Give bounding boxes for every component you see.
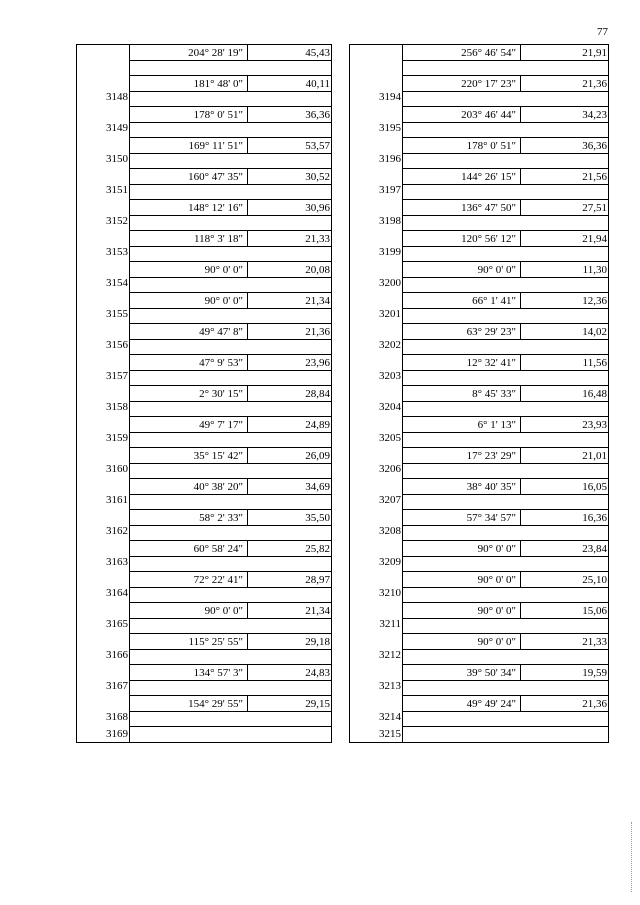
table-row	[77, 665, 331, 696]
page-number: 77	[597, 26, 608, 38]
blank-cell	[130, 464, 331, 479]
point-number-cell	[77, 45, 130, 76]
point-number: 3197	[350, 183, 401, 197]
table-row	[350, 231, 608, 262]
distance-value: 30,96	[248, 200, 331, 216]
angle-value: 154° 29' 55"	[130, 696, 248, 712]
angle-value: 60° 58' 24"	[130, 541, 248, 557]
table-row	[77, 634, 331, 665]
point-number-cell	[350, 45, 403, 76]
margin-mark	[631, 822, 634, 892]
angle-value: 49° 49' 24"	[403, 696, 521, 712]
table-row	[350, 541, 608, 572]
table-row	[350, 634, 608, 665]
distance-value: 24,83	[248, 665, 331, 681]
point-number: 3162	[77, 524, 128, 538]
blank-cell	[130, 650, 331, 665]
point-number: 3155	[77, 307, 128, 321]
angle-value: 90° 0' 0"	[130, 293, 248, 309]
table-row	[77, 138, 331, 169]
angle-value: 203° 46' 44"	[403, 107, 521, 123]
angle-value: 39° 50' 34"	[403, 665, 521, 681]
table-row	[77, 76, 331, 107]
distance-value: 23,84	[521, 541, 608, 557]
table-row	[350, 138, 608, 169]
distance-value: 23,96	[248, 355, 331, 371]
point-number: 3157	[77, 369, 128, 383]
distance-value: 26,09	[248, 448, 331, 464]
blank-cell	[403, 278, 608, 293]
distance-value: 25,82	[248, 541, 331, 557]
blank-cell	[403, 557, 608, 572]
table-row	[77, 448, 331, 479]
angle-value: 8° 45' 33"	[403, 386, 521, 402]
blank-cell	[130, 92, 331, 107]
distance-value: 30,52	[248, 169, 331, 185]
angle-value: 144° 26' 15"	[403, 169, 521, 185]
table-row	[350, 665, 608, 696]
angle-value: 12° 32' 41"	[403, 355, 521, 371]
distance-value: 11,30	[521, 262, 608, 278]
table-row	[77, 355, 331, 386]
angle-value: 40° 38' 20"	[130, 479, 248, 495]
table-row	[77, 417, 331, 448]
distance-value: 36,36	[521, 138, 608, 154]
table-row	[350, 169, 608, 200]
distance-value: 15,06	[521, 603, 608, 619]
blank-cell	[130, 526, 331, 541]
table-row	[77, 603, 331, 634]
point-number: 3215	[350, 727, 401, 741]
blank-cell	[403, 588, 608, 603]
blank-cell	[130, 247, 331, 262]
point-number: 3160	[77, 462, 128, 476]
table-row	[350, 448, 608, 479]
blank-cell	[130, 588, 331, 603]
distance-value: 34,23	[521, 107, 608, 123]
distance-value: 21,36	[521, 76, 608, 92]
angle-value: 148° 12' 16"	[130, 200, 248, 216]
table-row	[350, 76, 608, 107]
table-row	[350, 386, 608, 417]
angle-value: 169° 11' 51"	[130, 138, 248, 154]
distance-value: 25,10	[521, 572, 608, 588]
point-number: 3154	[77, 276, 128, 290]
table-row	[350, 479, 608, 510]
table-row	[350, 696, 608, 727]
blank-cell	[403, 154, 608, 169]
distance-value: 21,34	[248, 293, 331, 309]
blank-cell	[403, 123, 608, 138]
table-row	[77, 262, 331, 293]
table-row	[77, 541, 331, 572]
point-number: 3201	[350, 307, 401, 321]
angle-value: 90° 0' 0"	[130, 603, 248, 619]
distance-value: 21,34	[248, 603, 331, 619]
distance-value: 29,18	[248, 634, 331, 650]
distance-value: 45,43	[248, 45, 331, 61]
point-number: 3212	[350, 648, 401, 662]
distance-value: 53,57	[248, 138, 331, 154]
point-number: 3199	[350, 245, 401, 259]
blank-cell	[130, 61, 331, 76]
blank-cell	[403, 185, 608, 200]
point-number: 3151	[77, 183, 128, 197]
blank-cell	[130, 154, 331, 169]
table-row	[77, 45, 331, 76]
blank-cell	[403, 495, 608, 510]
blank-cell	[130, 557, 331, 572]
blank-cell	[403, 464, 608, 479]
point-number: 3214	[350, 710, 401, 724]
distance-value: 21,36	[248, 324, 331, 340]
angle-value: 178° 0' 51"	[403, 138, 521, 154]
angle-value: 66° 1' 41"	[403, 293, 521, 309]
blank-cell	[130, 712, 331, 727]
table-row	[77, 386, 331, 417]
distance-value: 28,97	[248, 572, 331, 588]
angle-value: 90° 0' 0"	[403, 262, 521, 278]
angle-value: 49° 7' 17"	[130, 417, 248, 433]
angle-value: 160° 47' 35"	[130, 169, 248, 185]
point-number: 3196	[350, 152, 401, 166]
table-row	[77, 231, 331, 262]
blank-cell	[130, 123, 331, 138]
point-number: 3167	[77, 679, 128, 693]
distance-value: 16,36	[521, 510, 608, 526]
point-number: 3152	[77, 214, 128, 228]
point-number: 3206	[350, 462, 401, 476]
blank-cell	[403, 216, 608, 231]
table-row	[77, 107, 331, 138]
table-row	[77, 324, 331, 355]
angle-value: 47° 9' 53"	[130, 355, 248, 371]
angle-value: 58° 2' 33"	[130, 510, 248, 526]
distance-value: 27,51	[521, 200, 608, 216]
blank-cell	[130, 278, 331, 293]
distance-value: 14,02	[521, 324, 608, 340]
point-number: 3168	[77, 710, 128, 724]
blank-cell	[130, 433, 331, 448]
point-number: 3204	[350, 400, 401, 414]
angle-value: 118° 3' 18"	[130, 231, 248, 247]
blank-cell	[130, 309, 331, 324]
angle-value: 120° 56' 12"	[403, 231, 521, 247]
point-number: 3203	[350, 369, 401, 383]
table-row	[350, 603, 608, 634]
angle-value: 90° 0' 0"	[403, 541, 521, 557]
blank-cell	[403, 371, 608, 386]
blank-cell	[403, 247, 608, 262]
blank-cell	[130, 727, 331, 742]
point-number: 3198	[350, 214, 401, 228]
table-row	[350, 572, 608, 603]
blank-cell	[130, 619, 331, 634]
point-number: 3163	[77, 555, 128, 569]
angle-value: 136° 47' 50"	[403, 200, 521, 216]
table-row	[77, 293, 331, 324]
distance-value: 36,36	[248, 107, 331, 123]
blank-cell	[130, 216, 331, 231]
table-row	[350, 45, 608, 76]
blank-cell	[130, 371, 331, 386]
angle-value: 63° 29' 23"	[403, 324, 521, 340]
distance-value: 40,11	[248, 76, 331, 92]
angle-value: 90° 0' 0"	[403, 603, 521, 619]
distance-value: 21,94	[521, 231, 608, 247]
point-number: 3208	[350, 524, 401, 538]
distance-value: 24,89	[248, 417, 331, 433]
angle-value: 2° 30' 15"	[130, 386, 248, 402]
point-number: 3164	[77, 586, 128, 600]
distance-value: 21,01	[521, 448, 608, 464]
distance-value: 29,15	[248, 696, 331, 712]
distance-value: 16,05	[521, 479, 608, 495]
angle-value: 57° 34' 57"	[403, 510, 521, 526]
point-number: 3156	[77, 338, 128, 352]
blank-cell	[130, 495, 331, 510]
distance-value: 34,69	[248, 479, 331, 495]
distance-value: 20,08	[248, 262, 331, 278]
point-number: 3159	[77, 431, 128, 445]
blank-cell	[403, 309, 608, 324]
point-number: 3213	[350, 679, 401, 693]
blank-cell	[403, 402, 608, 417]
distance-value: 19,59	[521, 665, 608, 681]
angle-value: 38° 40' 35"	[403, 479, 521, 495]
point-number: 3166	[77, 648, 128, 662]
point-number: 3200	[350, 276, 401, 290]
distance-value: 21,33	[248, 231, 331, 247]
point-number: 3210	[350, 586, 401, 600]
point-number: 3150	[77, 152, 128, 166]
table-row	[350, 324, 608, 355]
table-row	[350, 262, 608, 293]
table-row	[350, 417, 608, 448]
table-row	[350, 727, 608, 742]
blank-cell	[403, 433, 608, 448]
point-number: 3207	[350, 493, 401, 507]
table-row	[350, 107, 608, 138]
table-row	[77, 510, 331, 541]
blank-cell	[130, 681, 331, 696]
angle-value: 204° 28' 19"	[130, 45, 248, 61]
point-number: 3165	[77, 617, 128, 631]
blank-cell	[403, 712, 608, 727]
angle-value: 35° 15' 42"	[130, 448, 248, 464]
point-number: 3195	[350, 121, 401, 135]
angle-value: 256° 46' 54"	[403, 45, 521, 61]
table-row	[77, 479, 331, 510]
point-number: 3149	[77, 121, 128, 135]
distance-value: 21,36	[521, 696, 608, 712]
distance-value: 21,91	[521, 45, 608, 61]
distance-value: 21,33	[521, 634, 608, 650]
blank-cell	[403, 650, 608, 665]
blank-cell	[403, 526, 608, 541]
point-number: 3202	[350, 338, 401, 352]
point-number: 3169	[77, 727, 128, 741]
distance-value: 28,84	[248, 386, 331, 402]
point-number: 3194	[350, 90, 401, 104]
blank-cell	[130, 402, 331, 417]
angle-value: 178° 0' 51"	[130, 107, 248, 123]
angle-value: 90° 0' 0"	[130, 262, 248, 278]
angle-value: 115° 25' 55"	[130, 634, 248, 650]
blank-cell	[403, 340, 608, 355]
point-number: 3161	[77, 493, 128, 507]
point-number: 3205	[350, 431, 401, 445]
table-row	[77, 696, 331, 727]
table-row	[350, 293, 608, 324]
blank-cell	[403, 681, 608, 696]
table-row	[350, 510, 608, 541]
point-number: 3209	[350, 555, 401, 569]
angle-value: 6° 1' 13"	[403, 417, 521, 433]
angle-value: 17° 23' 29"	[403, 448, 521, 464]
point-number: 3158	[77, 400, 128, 414]
angle-value: 90° 0' 0"	[403, 634, 521, 650]
point-number: 3148	[77, 90, 128, 104]
angle-value: 49° 47' 8"	[130, 324, 248, 340]
coordinate-table-right	[349, 44, 609, 743]
table-row	[77, 572, 331, 603]
blank-cell	[403, 619, 608, 634]
distance-value: 35,50	[248, 510, 331, 526]
blank-cell	[403, 92, 608, 107]
point-number: 3211	[350, 617, 401, 631]
distance-value: 11,56	[521, 355, 608, 371]
distance-value: 12,36	[521, 293, 608, 309]
point-number: 3153	[77, 245, 128, 259]
table-row	[350, 200, 608, 231]
table-row	[77, 200, 331, 231]
blank-cell	[403, 61, 608, 76]
angle-value: 90° 0' 0"	[403, 572, 521, 588]
angle-value: 72° 22' 41"	[130, 572, 248, 588]
distance-value: 16,48	[521, 386, 608, 402]
blank-cell	[130, 185, 331, 200]
angle-value: 220° 17' 23"	[403, 76, 521, 92]
coordinate-table-left	[76, 44, 332, 743]
table-row	[77, 169, 331, 200]
blank-cell	[403, 727, 608, 742]
table-row	[350, 355, 608, 386]
table-row	[77, 727, 331, 742]
distance-value: 21,56	[521, 169, 608, 185]
angle-value: 134° 57' 3"	[130, 665, 248, 681]
blank-cell	[130, 340, 331, 355]
angle-value: 181° 48' 0"	[130, 76, 248, 92]
distance-value: 23,93	[521, 417, 608, 433]
